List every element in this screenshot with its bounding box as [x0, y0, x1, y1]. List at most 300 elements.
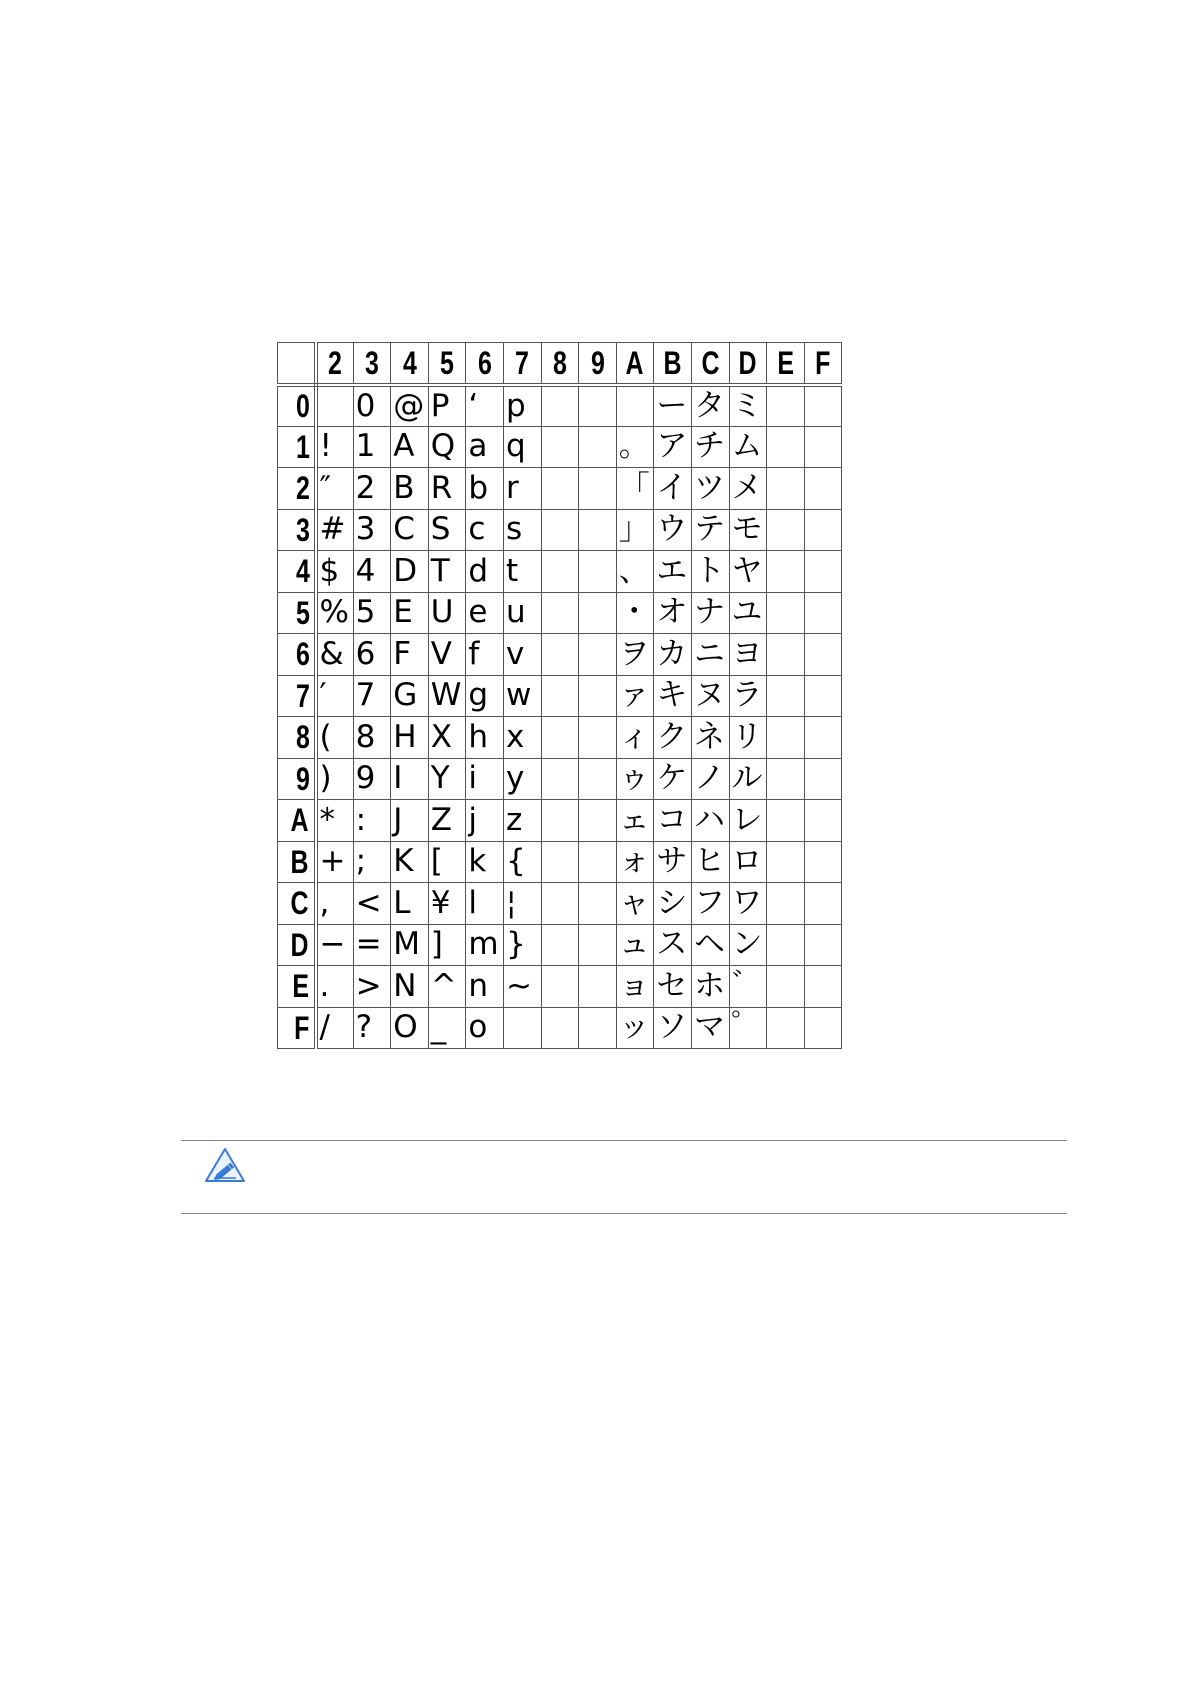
table-cell: [579, 717, 617, 759]
table-row: [278, 509, 842, 551]
table-cell: M: [391, 924, 429, 966]
table-cell: [804, 841, 842, 883]
table-row: [278, 800, 842, 842]
table-cell: +: [316, 841, 354, 883]
column-header: [654, 343, 692, 385]
table-cell: ¦: [503, 883, 541, 925]
table-cell: [541, 924, 579, 966]
table-cell: 4: [353, 551, 391, 593]
table-cell: U: [428, 592, 466, 634]
table-cell: ゛: [729, 966, 767, 1008]
row-header-label: F: [294, 1009, 310, 1046]
table-cell: o: [466, 1007, 504, 1049]
table-cell: [579, 924, 617, 966]
note-bottom-rule: [181, 1213, 1067, 1214]
row-header-label: 9: [295, 760, 310, 797]
table-cell: Q: [428, 426, 466, 468]
table-cell: v: [503, 634, 541, 676]
table-cell: [541, 592, 579, 634]
table-cell: ツ: [691, 468, 729, 510]
table-cell: [767, 800, 805, 842]
table-cell: [579, 551, 617, 593]
table-cell: Y: [428, 758, 466, 800]
table-cell: [579, 758, 617, 800]
table-cell: [503, 1007, 541, 1049]
table-cell: [804, 509, 842, 551]
table-cell: ラ: [729, 675, 767, 717]
table-cell: ウ: [654, 509, 692, 551]
column-header-label: 3: [364, 344, 379, 381]
table-row: [278, 634, 842, 676]
table-cell: @: [391, 385, 429, 427]
column-header-label: B: [663, 344, 682, 381]
table-cell: ミ: [729, 385, 767, 427]
table-cell: r: [503, 468, 541, 510]
column-header-label: 5: [440, 344, 455, 381]
column-header-label: F: [815, 344, 831, 381]
row-header: [278, 717, 316, 759]
table-cell: :: [353, 800, 391, 842]
table-cell: [767, 758, 805, 800]
table-cell: =: [353, 924, 391, 966]
table-cell: [579, 841, 617, 883]
table-cell: 0: [353, 385, 391, 427]
table-cell: e: [466, 592, 504, 634]
column-header: [691, 343, 729, 385]
table-cell: ): [316, 758, 354, 800]
column-header-label: 4: [402, 344, 417, 381]
table-cell: [804, 426, 842, 468]
table-row: [278, 924, 842, 966]
table-cell: [767, 675, 805, 717]
table-cell: j: [466, 800, 504, 842]
table-cell: ^: [428, 966, 466, 1008]
table-cell: ヲ: [616, 634, 654, 676]
table-cell: [804, 675, 842, 717]
table-cell: ッ: [616, 1007, 654, 1049]
table-cell: G: [391, 675, 429, 717]
table-cell: ヌ: [691, 675, 729, 717]
table-cell: 1: [353, 426, 391, 468]
table-cell: d: [466, 551, 504, 593]
table-cell: h: [466, 717, 504, 759]
table-cell: [579, 385, 617, 427]
column-header-label: C: [701, 344, 720, 381]
table-cell: f: [466, 634, 504, 676]
table-cell: C: [391, 509, 429, 551]
table-cell: [579, 509, 617, 551]
table-cell: #: [316, 509, 354, 551]
table-cell: 」: [616, 509, 654, 551]
table-cell: [804, 634, 842, 676]
table-cell: ュ: [616, 924, 654, 966]
table-cell: [804, 883, 842, 925]
table-cell: [767, 592, 805, 634]
table-cell: {: [503, 841, 541, 883]
row-header: [278, 385, 316, 427]
table-cell: [767, 468, 805, 510]
table-cell: ;: [353, 841, 391, 883]
table-cell: ヘ: [691, 924, 729, 966]
row-header: [278, 841, 316, 883]
table-cell: ¥: [428, 883, 466, 925]
table-cell: 5: [353, 592, 391, 634]
table-cell: [767, 426, 805, 468]
table-cell: $: [316, 551, 354, 593]
row-header: [278, 883, 316, 925]
table-cell: >: [353, 966, 391, 1008]
table-cell: I: [391, 758, 429, 800]
row-header-label: 7: [295, 677, 310, 714]
table-cell: [541, 385, 579, 427]
column-header-label: 2: [328, 344, 342, 381]
table-row: [278, 592, 842, 634]
table-row: [278, 675, 842, 717]
table-cell: ・: [616, 592, 654, 634]
row-header-label: 5: [295, 594, 310, 631]
table-cell: コ: [654, 800, 692, 842]
row-header: [278, 966, 316, 1008]
table-cell: K: [391, 841, 429, 883]
table-cell: ]: [428, 924, 466, 966]
table-cell: [804, 924, 842, 966]
table-cell: X: [428, 717, 466, 759]
table-cell: y: [503, 758, 541, 800]
table-cell: g: [466, 675, 504, 717]
column-header: [767, 343, 805, 385]
table-cell: テ: [691, 509, 729, 551]
table-cell: ヒ: [691, 841, 729, 883]
table-cell: [579, 634, 617, 676]
table-cell: S: [428, 509, 466, 551]
row-header-label: 4: [295, 553, 310, 590]
table-cell: タ: [691, 385, 729, 427]
table-cell: [579, 883, 617, 925]
table-cell: [804, 1007, 842, 1049]
table-row: [278, 717, 842, 759]
table-cell: [316, 385, 354, 427]
table-cell: 8: [353, 717, 391, 759]
table-cell: ワ: [729, 883, 767, 925]
table-cell: [541, 800, 579, 842]
row-header-label: 3: [295, 511, 310, 548]
table-cell: キ: [654, 675, 692, 717]
table-cell: ヨ: [729, 634, 767, 676]
column-header-label: 6: [477, 344, 492, 381]
row-header-label: E: [292, 968, 310, 1005]
column-header-label: D: [738, 344, 757, 381]
table-cell: N: [391, 966, 429, 1008]
table-cell: ォ: [616, 841, 654, 883]
table-cell: カ: [654, 634, 692, 676]
table-cell: メ: [729, 468, 767, 510]
column-header-label: 8: [552, 344, 567, 381]
table-cell: チ: [691, 426, 729, 468]
table-cell: l: [466, 883, 504, 925]
table-cell: ア: [654, 426, 692, 468]
column-header-label: 9: [590, 344, 605, 381]
table-cell: (: [316, 717, 354, 759]
table-row: [278, 883, 842, 925]
table-cell: k: [466, 841, 504, 883]
column-header: [316, 343, 354, 385]
table-cell: [579, 675, 617, 717]
table-row: [278, 758, 842, 800]
row-header: [278, 758, 316, 800]
row-header-label: 6: [295, 636, 310, 673]
table-cell: m: [466, 924, 504, 966]
column-header: [804, 343, 842, 385]
column-header: [579, 343, 617, 385]
table-cell: [541, 841, 579, 883]
row-header-label: 0: [295, 388, 310, 424]
table-row: [278, 426, 842, 468]
table-cell: H: [391, 717, 429, 759]
table-cell: [804, 966, 842, 1008]
table-cell: *: [316, 800, 354, 842]
table-corner-cell: [278, 343, 316, 385]
table-cell: .: [316, 966, 354, 1008]
table-cell: [579, 800, 617, 842]
table-row: [278, 551, 842, 593]
table-cell: [541, 551, 579, 593]
table-cell: z: [503, 800, 541, 842]
row-header-label: B: [290, 843, 309, 880]
column-header-label: 7: [515, 344, 530, 381]
table-cell: B: [391, 468, 429, 510]
table-cell: ,: [316, 883, 354, 925]
table-cell: ク: [654, 717, 692, 759]
table-cell: [804, 717, 842, 759]
table-cell: ″: [316, 468, 354, 510]
table-cell: W: [428, 675, 466, 717]
row-header: [278, 924, 316, 966]
table-cell: q: [503, 426, 541, 468]
table-cell: マ: [691, 1007, 729, 1049]
table-cell: ム: [729, 426, 767, 468]
table-cell: ル: [729, 758, 767, 800]
table-cell: ′: [316, 675, 354, 717]
table-cell: F: [391, 634, 429, 676]
table-cell: [804, 385, 842, 427]
table-cell: V: [428, 634, 466, 676]
table-cell: b: [466, 468, 504, 510]
column-header: [391, 343, 429, 385]
table-cell: 3: [353, 509, 391, 551]
character-code-table: [277, 342, 842, 1049]
table-cell: ャ: [616, 883, 654, 925]
table-cell: T: [428, 551, 466, 593]
row-header: [278, 800, 316, 842]
table-cell: ~: [503, 966, 541, 1008]
column-header: [428, 343, 466, 385]
row-header-label: A: [290, 802, 309, 839]
table-cell: イ: [654, 468, 692, 510]
table-cell: ケ: [654, 758, 692, 800]
table-cell: [579, 426, 617, 468]
table-cell: a: [466, 426, 504, 468]
table-cell: w: [503, 675, 541, 717]
row-header-label: C: [290, 885, 309, 922]
table-cell: ェ: [616, 800, 654, 842]
table-cell: エ: [654, 551, 692, 593]
table-cell: フ: [691, 883, 729, 925]
column-header-label: A: [626, 344, 645, 381]
table-cell: [541, 468, 579, 510]
table-cell: 9: [353, 758, 391, 800]
table-cell: [579, 592, 617, 634]
table-body: [278, 385, 842, 1049]
table-cell: モ: [729, 509, 767, 551]
table-cell: シ: [654, 883, 692, 925]
table-cell: R: [428, 468, 466, 510]
table-cell: 「: [616, 468, 654, 510]
row-header: [278, 509, 316, 551]
column-header: [616, 343, 654, 385]
table-cell: ロ: [729, 841, 767, 883]
table-row: [278, 966, 842, 1008]
table-row: [278, 385, 842, 427]
table-cell: [804, 758, 842, 800]
row-header: [278, 551, 316, 593]
table-cell: ソ: [654, 1007, 692, 1049]
table-cell: P: [428, 385, 466, 427]
table-cell: リ: [729, 717, 767, 759]
table-row: [278, 468, 842, 510]
table-cell: /: [316, 1007, 354, 1049]
table-cell: ネ: [691, 717, 729, 759]
table-cell: [541, 426, 579, 468]
column-header: [541, 343, 579, 385]
table-cell: [579, 468, 617, 510]
table-cell: E: [391, 592, 429, 634]
table-cell: ユ: [729, 592, 767, 634]
table-cell: [541, 758, 579, 800]
row-header-label: D: [290, 926, 309, 963]
table-cell: [579, 966, 617, 1008]
row-header-label: 1: [295, 428, 310, 465]
column-header-label: E: [777, 344, 794, 381]
table-cell: ス: [654, 924, 692, 966]
table-cell: 、: [616, 551, 654, 593]
table-cell: [804, 551, 842, 593]
table-cell: 6: [353, 634, 391, 676]
table-cell: ト: [691, 551, 729, 593]
table-cell: 2: [353, 468, 391, 510]
table-cell: p: [503, 385, 541, 427]
note-top-rule: [181, 1140, 1067, 1141]
table-cell: [767, 634, 805, 676]
table-cell: [804, 800, 842, 842]
table-cell: ノ: [691, 758, 729, 800]
table-cell: n: [466, 966, 504, 1008]
pencil-icon: [204, 1147, 246, 1185]
table-row: [278, 1007, 842, 1049]
table-cell: [541, 1007, 579, 1049]
table-cell: −: [316, 924, 354, 966]
table-cell: [767, 1007, 805, 1049]
column-header: [503, 343, 541, 385]
table-cell: %: [316, 592, 354, 634]
table-cell: [: [428, 841, 466, 883]
table-cell: [541, 717, 579, 759]
table-cell: ー: [654, 385, 692, 427]
table-cell: &: [316, 634, 354, 676]
table-cell: ン: [729, 924, 767, 966]
column-header: [353, 343, 391, 385]
table-cell: [541, 509, 579, 551]
table-cell: O: [391, 1007, 429, 1049]
table-cell: [767, 551, 805, 593]
table-cell: [767, 966, 805, 1008]
table-cell: _: [428, 1007, 466, 1049]
table-cell: レ: [729, 800, 767, 842]
table-cell: [541, 966, 579, 1008]
row-header-label: 2: [295, 470, 310, 507]
table-cell: [767, 924, 805, 966]
row-header: [278, 1007, 316, 1049]
table-cell: [541, 883, 579, 925]
table-cell: ョ: [616, 966, 654, 1008]
row-header: [278, 426, 316, 468]
table-cell: ゜: [729, 1007, 767, 1049]
column-header: [466, 343, 504, 385]
column-header: [729, 343, 767, 385]
table-cell: ?: [353, 1007, 391, 1049]
table-cell: J: [391, 800, 429, 842]
column-header-row: [278, 343, 842, 385]
table-cell: D: [391, 551, 429, 593]
table-cell: セ: [654, 966, 692, 1008]
table-cell: Z: [428, 800, 466, 842]
table-cell: ニ: [691, 634, 729, 676]
table-cell: 7: [353, 675, 391, 717]
table-cell: L: [391, 883, 429, 925]
table-cell: ゥ: [616, 758, 654, 800]
row-header: [278, 468, 316, 510]
table-cell: u: [503, 592, 541, 634]
table-cell: [767, 717, 805, 759]
table-cell: [767, 841, 805, 883]
row-header-label: 8: [295, 719, 310, 756]
table-cell: }: [503, 924, 541, 966]
table-cell: x: [503, 717, 541, 759]
table-cell: [804, 468, 842, 510]
table-cell: ハ: [691, 800, 729, 842]
table-cell: サ: [654, 841, 692, 883]
table-cell: i: [466, 758, 504, 800]
table-cell: [767, 385, 805, 427]
table-cell: A: [391, 426, 429, 468]
table-row: [278, 841, 842, 883]
row-header: [278, 592, 316, 634]
table-cell: [541, 634, 579, 676]
table-cell: [767, 509, 805, 551]
table-cell: [804, 592, 842, 634]
table-cell: [767, 883, 805, 925]
row-header: [278, 634, 316, 676]
table-cell: ‘: [466, 385, 504, 427]
table-cell: [616, 385, 654, 427]
table-cell: c: [466, 509, 504, 551]
table-cell: t: [503, 551, 541, 593]
table-cell: ナ: [691, 592, 729, 634]
table-cell: [541, 675, 579, 717]
table-cell: ァ: [616, 675, 654, 717]
table-cell: [579, 1007, 617, 1049]
table-cell: 。: [616, 426, 654, 468]
table-cell: s: [503, 509, 541, 551]
